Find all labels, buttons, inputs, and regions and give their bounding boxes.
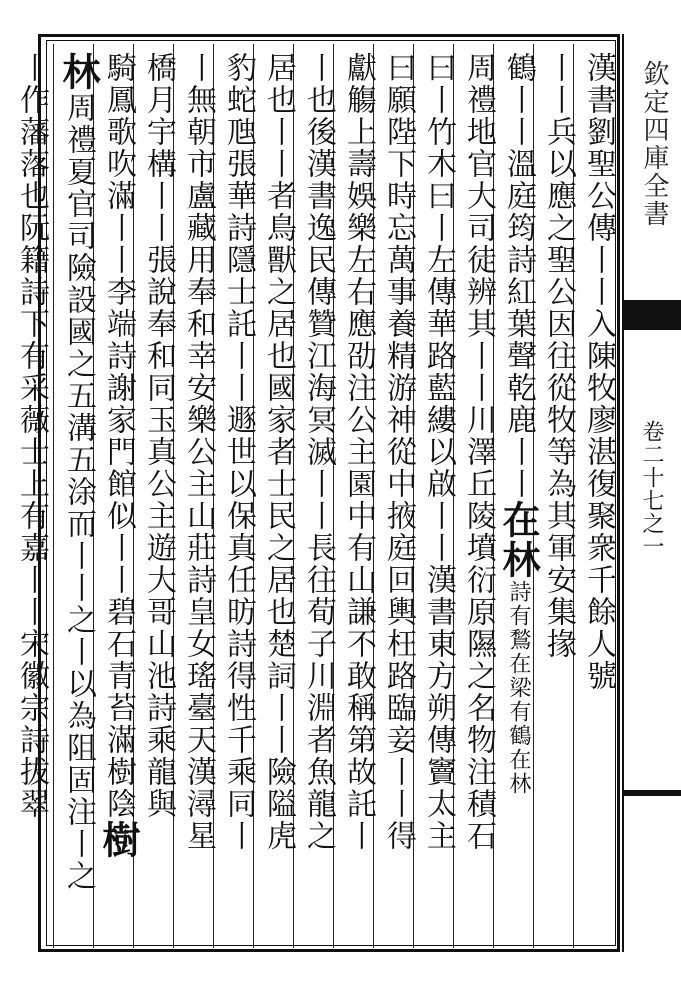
text-column: 丨丨兵以應之聖公因往從牧等為其軍安集掾 bbox=[541, 52, 576, 660]
margin-volume: 卷二十七之一 bbox=[639, 420, 664, 558]
fishtail-mark bbox=[622, 300, 681, 330]
text-column: 曰丨竹木曰丨左傳華路藍縷以啟丨丨漢書東方朔傳竇太主 bbox=[421, 52, 456, 852]
text-column: 周禮地官大司徒辨其丨丨川澤丘陵墳衍原隰之名物注積石 bbox=[461, 52, 496, 852]
text-column: 林周禮夏官司險設國之五溝五涂而丨丨之丨以為阻固注丨之 bbox=[56, 52, 101, 892]
entry-heading: 在林 bbox=[496, 500, 541, 580]
text-column: 鶴丨丨溫庭筠詩紅葉聲乾鹿丨丨在林詩有鶖在梁有鶴在林 bbox=[496, 52, 541, 796]
text-column: 居也丨丨者鳥獸之居也國家者士民之居也楚詞丨丨險隘虎 bbox=[261, 52, 296, 852]
text-column: 丨作藩落也阮籍詩下有采薇士上有嘉丨丨宋徽宗詩拔翠 bbox=[14, 52, 49, 820]
fishtail-mark-lower bbox=[622, 790, 681, 796]
text-column: 丨也後漢書逸民傳贊江海冥滅丨丨長往荀子川淵者魚龍之 bbox=[301, 52, 336, 852]
text-column: 豹蛇虺張華詩隱士託丨丨遯世以保真任昉詩得性千乘同丨 bbox=[221, 52, 256, 852]
text-column: 丨無朝市盧藏用奉和幸安樂公主山莊詩皇女瑤臺天漢潯星 bbox=[181, 52, 216, 852]
text-column: 獻觴上壽娛樂左右應劭注公主園中有山謙不敢稱第故託丨 bbox=[341, 52, 376, 852]
margin-book-title: 欽定四庫全書 bbox=[639, 60, 669, 228]
text-column: 騎鳳歌吹滿丨丨李端詩謝家門館似丨丨碧石青苔滿樹陰樹 bbox=[96, 52, 141, 860]
entry-heading: 樹 bbox=[96, 820, 141, 860]
entry-heading: 林 bbox=[56, 52, 101, 92]
text-column: 曰願陛下時忘萬事養精游神從中掖庭回輿枉路臨妾丨丨得 bbox=[381, 52, 416, 852]
text-column: 橋月宇構丨丨張說奉和同玉真公主遊大哥山池詩乘龍與 bbox=[141, 52, 176, 820]
column-rule bbox=[53, 44, 54, 948]
text-column: 漢書劉聖公傳丨丨入陳牧廖湛復聚衆千餘人號 bbox=[581, 52, 616, 692]
